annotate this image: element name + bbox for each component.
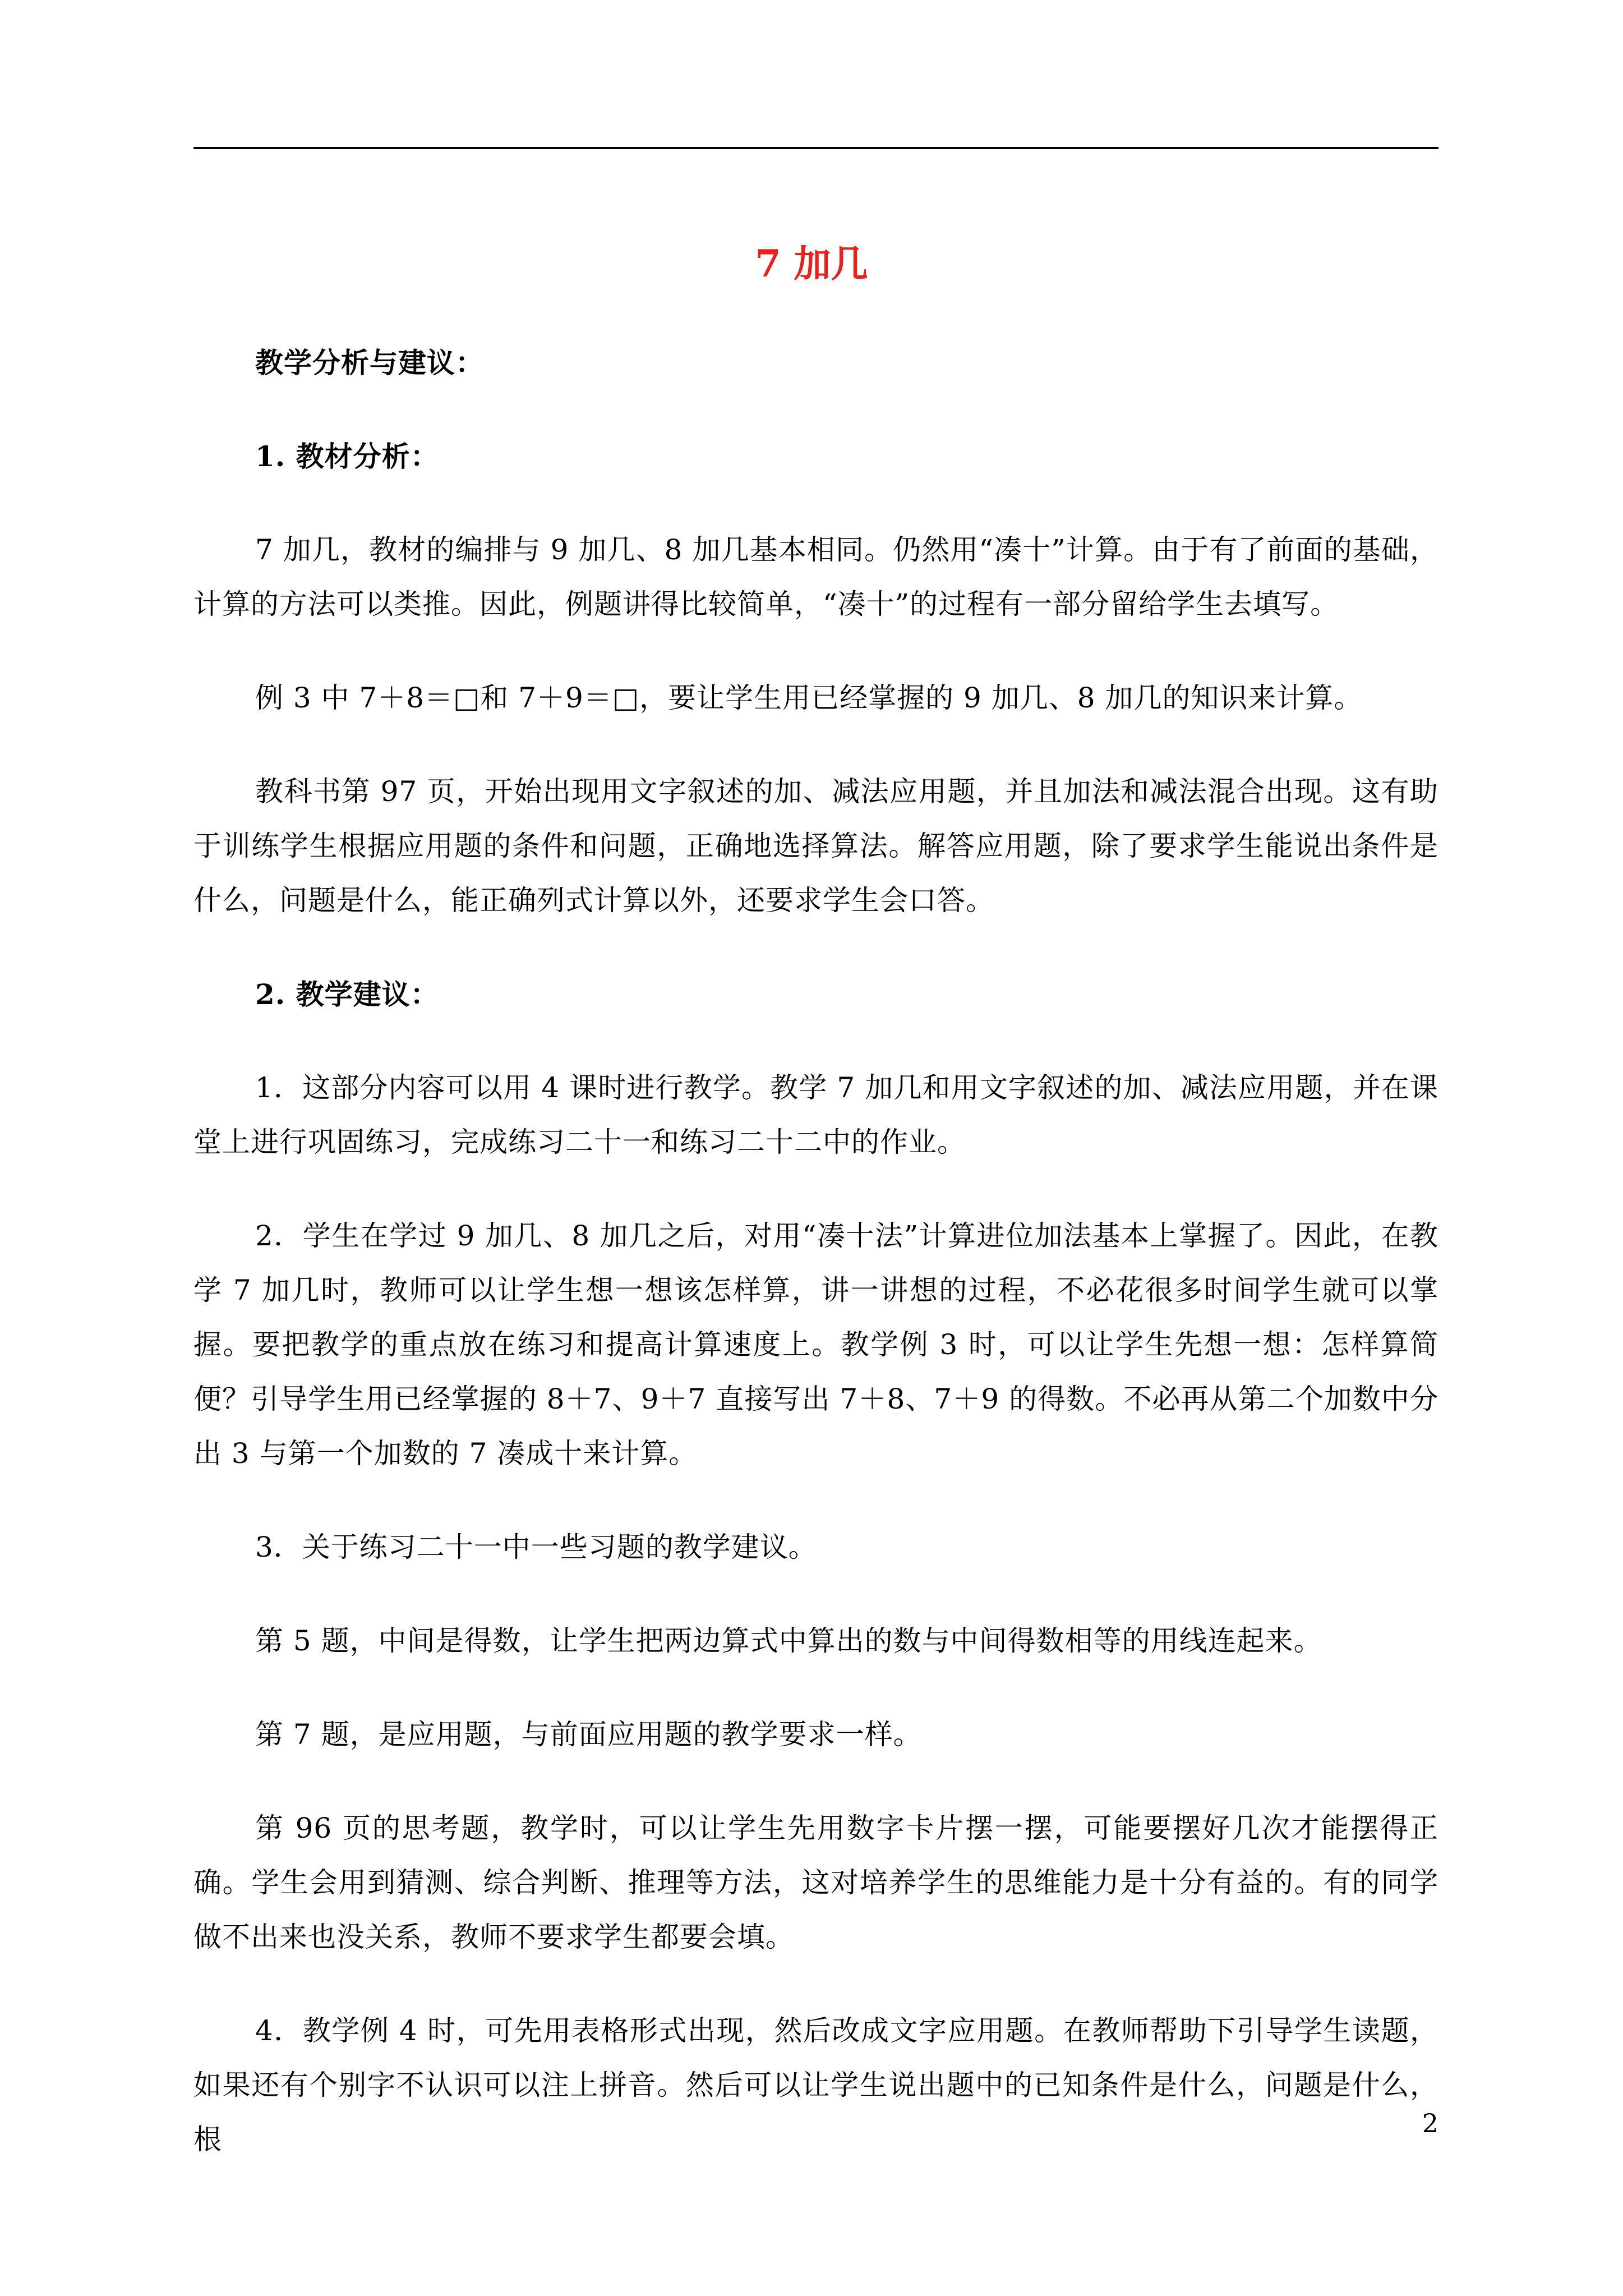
paragraph: 2．学生在学过 9 加几、8 加几之后，对用“凑十法”计算进位加法基本上掌握了。因此，在教学 7 加几时，教师可以让学生想一想该怎样算，讲一讲想的过程，不必花很多时间学生就可以掌握。要把教学的重点放在练习和提高计算速度上。教学例 3 时，可以让学生先想一想：怎样算简便？引导学生用已经掌握的 8＋7、9＋7 直接写出 7＋8、7＋9 的得数。不必再从第二个加数中分出 3 与第一个加数的 7 凑成十来计算。	[193, 1220, 1438, 1470]
paragraph: 4．教学例 4 时，可先用表格形式出现，然后改成文字应用题。在教师帮助下引导学生读题，如果还有个别字不认识可以注上拼音。然后可以让学生说出题中的已知条件是什么，问题是什么，根	[193, 2014, 1438, 2156]
subsection-heading: 2. 教学建议：	[255, 978, 439, 1011]
section-heading: 教学分析与建议：	[255, 346, 484, 379]
document-body	[193, 335, 1438, 2206]
header-rule	[193, 147, 1438, 149]
subsection-heading: 1. 教材分析：	[255, 440, 439, 473]
paragraph: 教科书第 97 页，开始出现用文字叙述的加、减法应用题，并且加法和减法混合出现。这有助于训练学生根据应用题的条件和问题，正确地选择算法。解答应用题，除了要求学生能说出条件是什么，问题是什么，能正确列式计算以外，还要求学生会口答。	[193, 775, 1438, 917]
paragraph: 3．关于练习二十一中一些习题的教学建议。	[255, 1531, 817, 1563]
paragraph: 1．这部分内容可以用 4 课时进行教学。教学 7 加几和用文字叙述的加、减法应用题，并在课堂上进行巩固练习，完成练习二十一和练习二十二中的作业。	[193, 1071, 1438, 1158]
page-number: 2	[1422, 2108, 1438, 2138]
paragraph: 第 5 题，中间是得数，让学生把两边算式中算出的数与中间得数相等的用线连起来。	[255, 1625, 1322, 1657]
document-title: 7 加几	[755, 242, 868, 286]
paragraph: 第 96 页的思考题，教学时，可以让学生先用数字卡片摆一摆，可能要摆好几次才能摆得正确。学生会用到猜测、综合判断、推理等方法，这对培养学生的思维能力是十分有益的。有的同学做不出来也没关系，教师不要求学生都要会填。	[193, 1812, 1438, 1953]
paragraph: 7 加几，教材的编排与 9 加几、8 加几基本相同。仍然用“凑十”计算。由于有了前面的基础，计算的方法可以类推。因此，例题讲得比较简单，“凑十”的过程有一部分留给学生去填写。	[193, 533, 1438, 620]
paragraph: 例 3 中 7＋8＝□和 7＋9＝□，要让学生用已经掌握的 9 加几、8 加几的知识来计算。	[255, 682, 1363, 714]
paragraph: 第 7 题，是应用题，与前面应用题的教学要求一样。	[255, 1718, 922, 1751]
